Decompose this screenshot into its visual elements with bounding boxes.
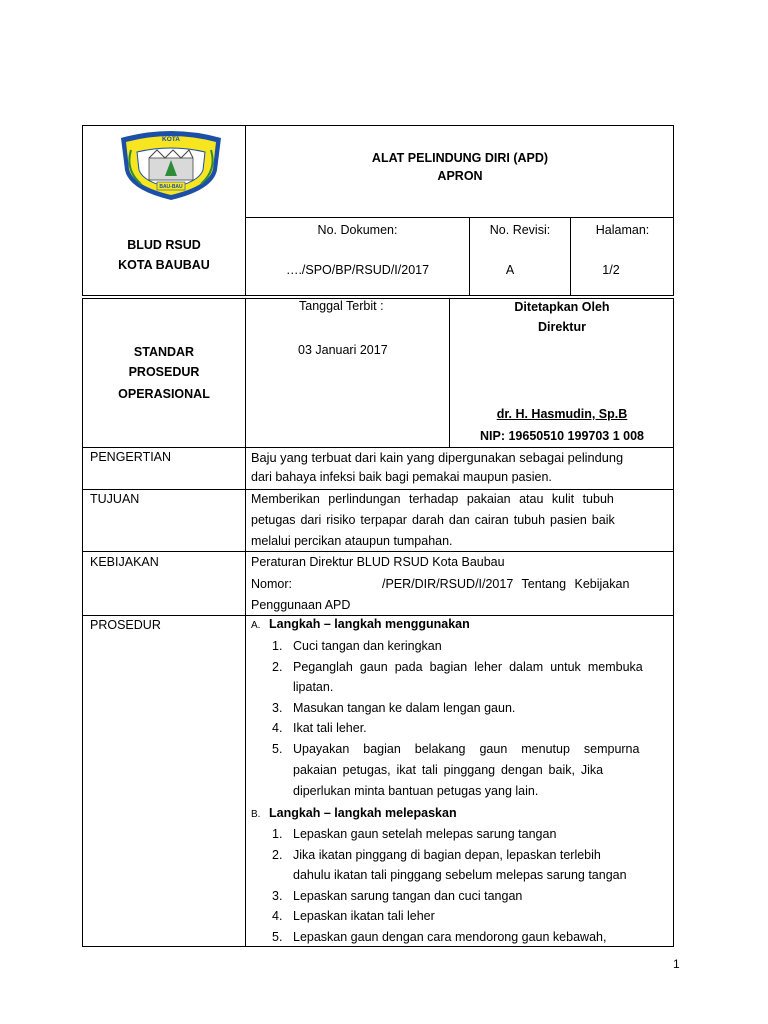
revision-value: A <box>505 263 515 277</box>
kebijakan-line3: Penggunaan APD <box>251 598 351 612</box>
a-item-2-line1: Peganglah gaun pada bagian leher dalam untuk membuka <box>293 660 643 674</box>
a-item-number: 5. <box>272 742 283 756</box>
a-item-4: Ikat tali leher. <box>293 721 367 735</box>
b-item-number: 2. <box>272 848 283 862</box>
a-item-5-line3: diperlukan minta bantuan petugas yang lain. <box>293 784 539 798</box>
sop-label-line3: OPERASIONAL <box>118 387 210 401</box>
b-item-number: 4. <box>272 909 283 923</box>
tujuan-line3: melalui percikan ataupun tumpahan. <box>251 534 453 548</box>
b-item-4: Lepaskan ikatan tali leher <box>293 909 435 923</box>
page-label: Halaman: <box>595 223 650 237</box>
org-line1: BLUD RSUD <box>127 238 201 252</box>
b-item-3: Lepaskan sarung tangan dan cuci tangan <box>293 889 523 903</box>
a-item-2-line2: lipatan. <box>293 680 334 694</box>
b-item-1: Lepaskan gaun setelah melepas sarung tangan <box>293 827 557 841</box>
page-value: 1/2 <box>602 263 620 277</box>
prosedur-b-title: Langkah – langkah melepaskan <box>269 806 457 820</box>
approved-by-line2: Direktur <box>538 320 586 334</box>
tujuan-label: TUJUAN <box>90 492 140 506</box>
doc-number-value: …./SPO/BP/RSUD/I/2017 <box>285 263 430 277</box>
issue-date-value: 03 Januari 2017 <box>298 343 388 357</box>
b-item-number: 5. <box>272 930 283 944</box>
tujuan-line1: Memberikan perlindungan terhadap pakaian atau kulit tubuh <box>251 492 614 506</box>
a-item-1: Cuci tangan dan keringkan <box>293 639 442 653</box>
pengertian-label: PENGERTIAN <box>90 450 172 464</box>
kebijakan-line2a: Nomor: <box>251 577 292 591</box>
kebijakan-line1: Peraturan Direktur BLUD RSUD Kota Baubau <box>251 555 505 569</box>
doc-title-line1: ALAT PELINDUNG DIRI (APD) <box>371 151 549 165</box>
header-row-divider <box>245 217 674 218</box>
kebijakan-line2b: /PER/DIR/RSUD/I/2017 Tentang Kebijakan <box>382 577 630 591</box>
prosedur-a-title: Langkah – langkah menggunakan <box>269 617 470 631</box>
a-item-number: 2. <box>272 660 283 674</box>
pengertian-line2: dari bahaya infeksi baik bagi pemakai maupun pasien. <box>251 470 552 484</box>
doc-title-line2: APRON <box>437 169 483 183</box>
city-logo <box>117 130 225 202</box>
a-item-number: 1. <box>272 639 283 653</box>
director-nip: NIP: 19650510 199703 1 008 <box>479 429 645 443</box>
prosedur-label: PROSEDUR <box>90 618 161 632</box>
a-item-5-line1: Upayakan bagian belakang gaun menutup sempurna <box>293 742 640 756</box>
director-name: dr. H. Hasmudin, Sp.B <box>496 407 628 421</box>
prosedur-b-letter: B. <box>251 809 261 820</box>
footer-page-number: 1 <box>673 957 680 971</box>
issue-date-label: Tanggal Terbit : <box>299 299 384 313</box>
kebijakan-label: KEBIJAKAN <box>90 555 159 569</box>
logo-text-bottom: BAU-BAU <box>159 184 183 190</box>
revision-label: No. Revisi: <box>489 223 551 237</box>
b-item-number: 1. <box>272 827 283 841</box>
a-item-5-line2: pakaian petugas, ikat tali pinggang dengan baik, Jika <box>293 763 604 777</box>
doc-number-label: No. Dokumen: <box>317 223 398 237</box>
a-item-3: Masukan tangan ke dalam lengan gaun. <box>293 701 516 715</box>
b-item-number: 3. <box>272 889 283 903</box>
sop-label-line2: PROSEDUR <box>128 365 200 379</box>
b-item-2-line2: dahulu ikatan tali pinggang sebelum melepas sarung tangan <box>293 868 627 882</box>
prosedur-a-letter: A. <box>251 620 261 631</box>
b-item-5: Lepaskan gaun dengan cara mendorong gaun kebawah, <box>293 930 607 944</box>
approved-by-line1: Ditetapkan Oleh <box>514 300 610 314</box>
a-item-number: 3. <box>272 701 283 715</box>
org-line2: KOTA BAUBAU <box>118 258 210 272</box>
logo-text-top: KOTA <box>162 136 180 143</box>
b-item-2-line1: Jika ikatan pinggang di bagian depan, lepaskan terlebih <box>293 848 601 862</box>
tujuan-line2: petugas dari risiko terpapar darah dan cairan tubuh pasien baik <box>251 513 615 527</box>
pengertian-line1: Baju yang terbuat dari kain yang dipergunakan sebagai pelindung <box>251 450 624 465</box>
sop-label-line1: STANDAR <box>133 345 195 359</box>
a-item-number: 4. <box>272 721 283 735</box>
